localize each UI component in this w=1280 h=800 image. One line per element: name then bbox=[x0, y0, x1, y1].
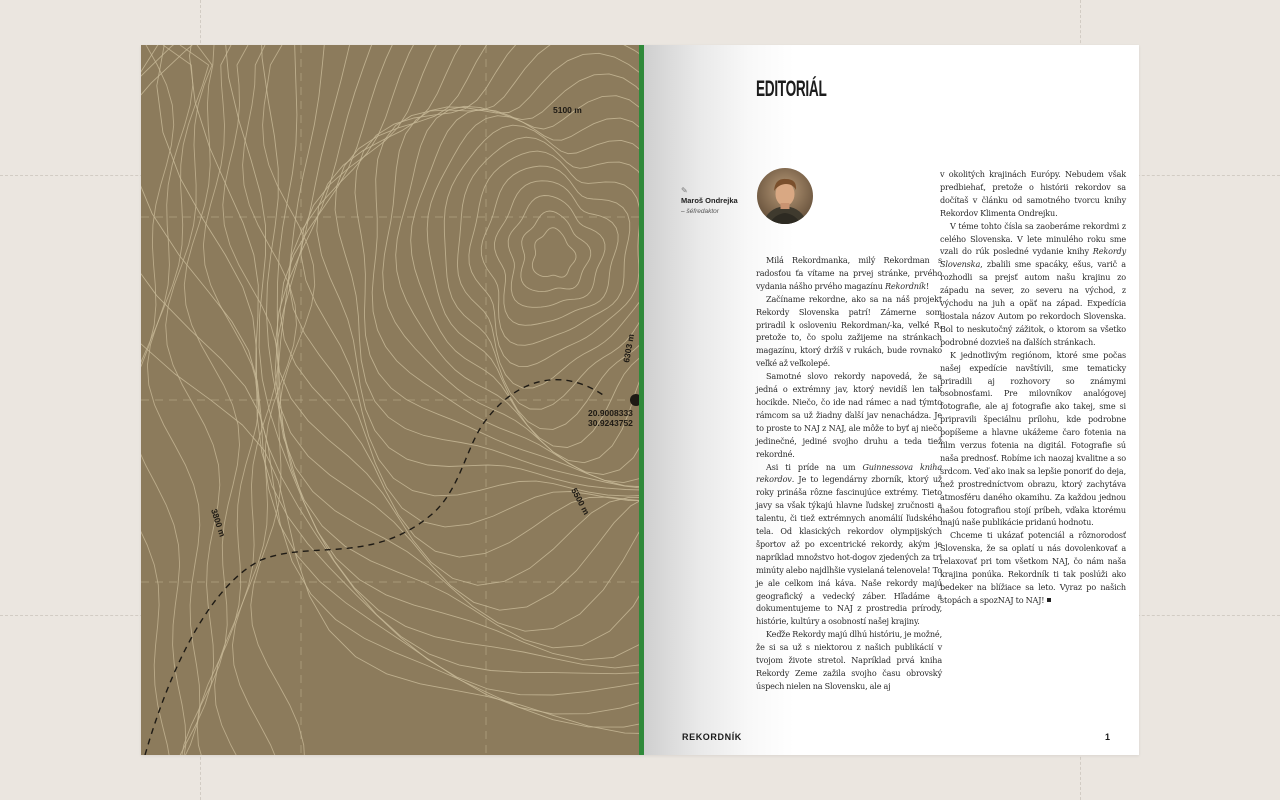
elevation-label: 5500 m bbox=[569, 486, 592, 517]
editorial-page bbox=[644, 45, 1139, 755]
contour-line bbox=[280, 45, 639, 557]
emphasis-text: Guinnessova kniha rekordov bbox=[756, 461, 942, 485]
avatar bbox=[757, 168, 813, 224]
body-text: Keďže Rekordy majú dlhú históriu, je možné, že si sa už s niektorou z našich publikácií v tvojom živote stretol. Napríklad prvá kniha Rekordy Zeme zažila svojho času obrovský úspech nielen na Slovensku, ale aj bbox=[756, 629, 942, 691]
contour-line bbox=[141, 45, 639, 727]
emphasis-text: Rekordy Slovenska bbox=[940, 246, 1126, 270]
editorial-column-2 bbox=[940, 168, 1126, 607]
body-text: Samotné slovo rekordy napovedá, že sa jedná o extrémny jav, ktorý nevidíš len tak hocikde. Niečo, čo ide nad rámec a nad týmto rámcom sa už žiadny ďalší jav nenachádza. Je to proste to NAJ z NAJ, ale môže to byť aj niečo jedinečné, jediné svojho druhu a teda tiež rekordné. bbox=[756, 371, 942, 459]
elevation-label: 5100 m bbox=[553, 105, 582, 115]
contour-line bbox=[444, 125, 639, 409]
paragraph bbox=[940, 168, 1126, 220]
paragraph bbox=[756, 293, 942, 370]
topographic-map bbox=[141, 45, 639, 755]
body-text: K jednotlivým regiónom, ktoré sme počas našej expedície navštívili, sme tematicky priradili aj rozhovory so známymi osobnosťami. Pre milovníkov analógovej fotografie, ale aj fotografie ako takej, sme si pripravili špeciálnu prílohu, kde podrobne popíšeme a hlavne ukážeme čaro fotenia na film verzus fotenia na digitál. Fotografie sú naša prednosť. Robíme ich naozaj kvalitne a so srdcom. Veď ako inak sa lepšie ponoriť do deja, než prostredníctvom obrazu, ktorý zachytáva atmosféru daného okamihu. Za každou jednou našou fotografiou stojí príbeh, vďaka ktorému majú naše publikácie pridanú hodnotu. bbox=[940, 349, 1126, 528]
contour-line bbox=[481, 166, 629, 345]
paragraph bbox=[756, 628, 942, 693]
contour-line bbox=[532, 228, 576, 278]
body-text: ! bbox=[926, 280, 930, 291]
body-text: V téme tohto čísla sa zaoberáme rekordmi z celého Slovenska. V lete minulého roku sme vzali do rúk posledné vydanie knihy bbox=[940, 220, 1126, 257]
elevation-label: 6303 m bbox=[621, 333, 636, 364]
paragraph bbox=[940, 220, 1126, 349]
page-number: 1 bbox=[1104, 732, 1110, 742]
body-text: Milá Rekordmanka, milý Rekordman s radosťou ťa vítame na prvej stránke, prvého vydania nášho prvého magazínu bbox=[756, 255, 942, 291]
magazine-spread bbox=[141, 45, 1139, 755]
contour-line bbox=[190, 45, 640, 674]
elevation-label: 3800 m bbox=[209, 507, 228, 539]
author-credit bbox=[681, 186, 738, 217]
contour-line bbox=[225, 45, 639, 668]
contour-line bbox=[411, 96, 639, 448]
paragraph bbox=[940, 349, 1126, 530]
body-text: v okolitých krajinách Európy. Nebudem však predbiehať, pretože o histórii rekordov sa dočítaš v článku od samotného tvorcu knihy Rekordov Klimenta Ondrejku. bbox=[940, 169, 1126, 218]
coordinate-label: 20.9008333 bbox=[588, 408, 633, 418]
body-text: Chceme ti ukázať potenciál a rôznorodosť Slovenska, že sa oplatí u nás dovolenkovať a relaxovať pri tom všetkom NAJ, čo nám naša krajina ponúka. Rekordník ti tak poslúži ako bedeker na blížiace sa leto. Vyraz po našich stopách a spozNAJ to NAJ! bbox=[940, 530, 1126, 605]
paragraph bbox=[756, 461, 942, 629]
body-text: . Je to legendárny zborník, ktorý už roky prináša rôzne fascinujúce extrémy. Tieto javy sa však týkajú hlavne ľudskej zručnosti a talentu, či tiež extrémnych anomálií ľudského tela. Od klasických rekordov olympijských športov až po excentrické rekordy, akým je napríklad množstvo hot-dogov zjedených za tri minúty alebo najdlhšie vysielaná telenovela! To je ale celkom iná káva. Naše rekordy majú geografický a vedecký záber. Hľadáme a dokumentujeme to NAJ z prostredia prírody, histórie, kultúry a osobností našej krajiny. bbox=[756, 474, 942, 627]
editorial-column-1 bbox=[756, 254, 942, 693]
page-title: EDITORIÁL bbox=[756, 76, 827, 101]
body-text: Začíname rekordne, ako sa na náš projekt Rekordy Slovenska patrí! Zámerne som priradil k osloveniu Rekordman/-ka, veľké R, pretože to, čo spolu zažijeme na stránkach magazínu, ktorý držíš v rukách, bude rovnako veľké až veľkolepé. bbox=[756, 293, 942, 369]
contour-line bbox=[289, 45, 639, 527]
coordinate-label: 30.9243752 bbox=[588, 418, 633, 428]
contour-line bbox=[157, 45, 639, 695]
pen-icon: ✎ bbox=[681, 186, 688, 195]
paragraph bbox=[756, 254, 942, 293]
body-text: , zbalili sme spacáky, ešus, varič a rozhodli sa prejsť autom našu krajinu zo západu na sever, zo severu na východ, z východu na juh a opäť na západ. Expedícia dostala názov Autom po rekordoch Slovenska. Bol to neskutočný zážitok, o ktorom sa všetko podrobné dozvieš na ďalších stránkach. bbox=[940, 259, 1126, 347]
end-mark-icon bbox=[1047, 598, 1051, 602]
contour-line bbox=[301, 45, 639, 496]
author-name: Maroš Ondrejka bbox=[681, 196, 738, 205]
body-text: Asi ti príde na um bbox=[766, 461, 863, 472]
contour-line bbox=[141, 45, 639, 734]
topographic-map-page bbox=[141, 45, 639, 755]
contour-line bbox=[141, 45, 639, 714]
paragraph bbox=[756, 370, 942, 460]
paragraph bbox=[940, 529, 1126, 606]
footer-magazine-name: REKORDNÍK bbox=[682, 732, 742, 742]
emphasis-text: Rekordník bbox=[884, 280, 927, 291]
author-role: – šéfredaktor bbox=[681, 208, 719, 215]
